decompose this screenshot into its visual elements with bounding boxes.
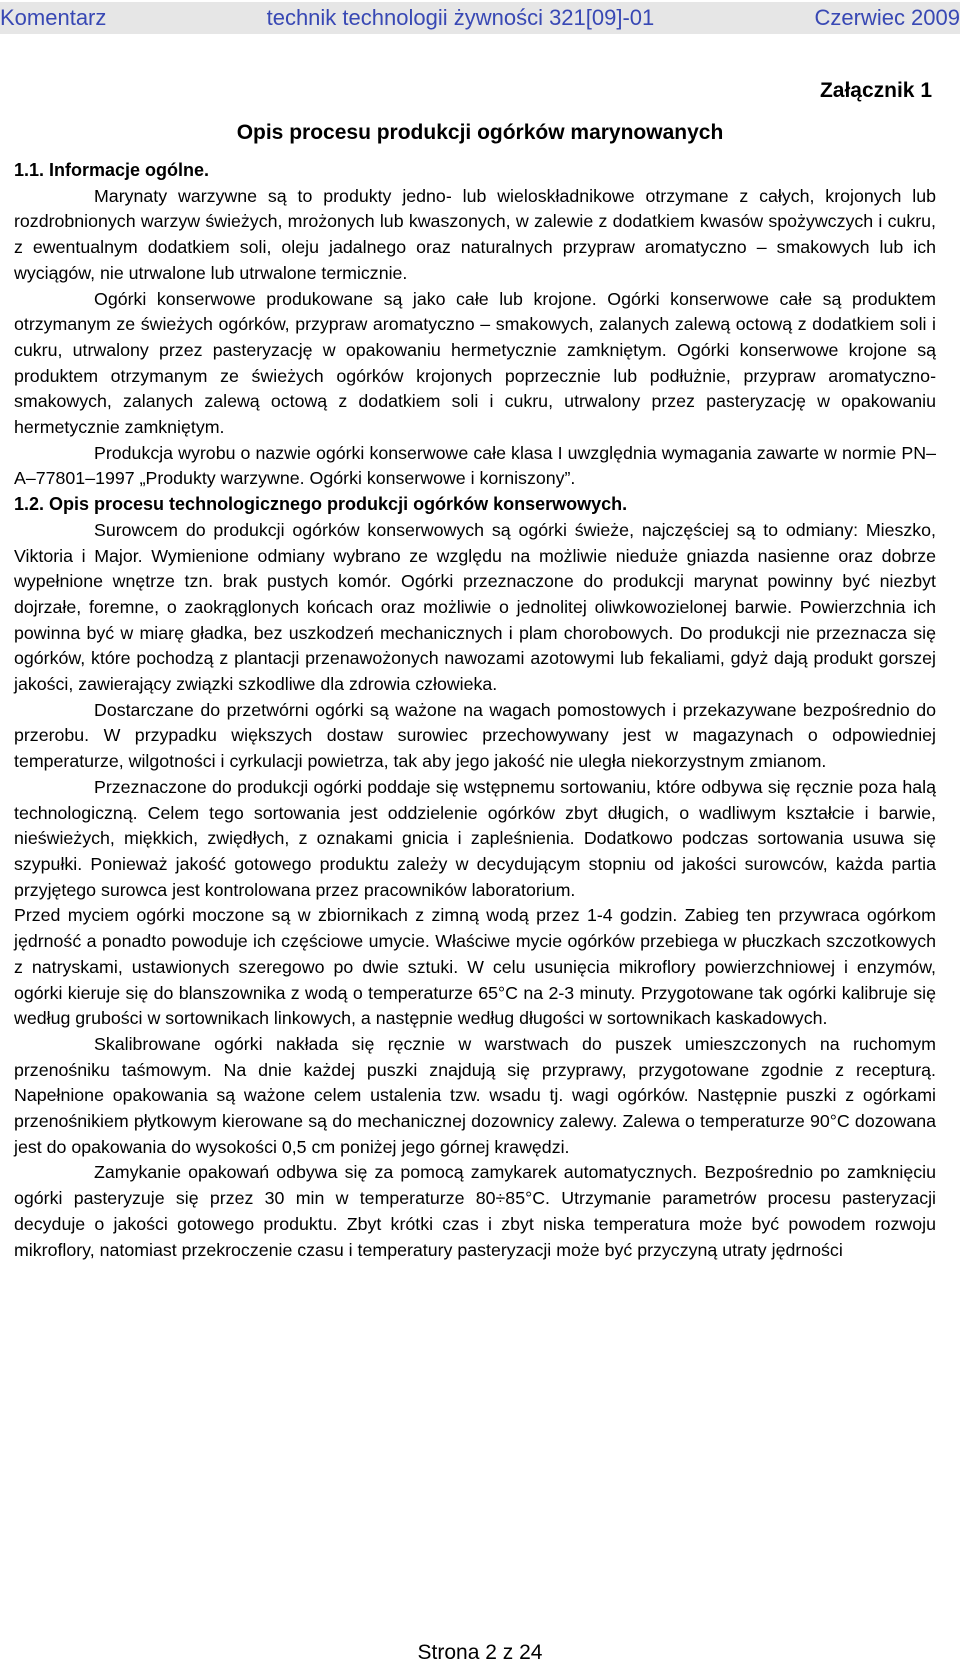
header-right: Czerwiec 2009 xyxy=(814,5,960,30)
paragraph: Przed myciem ogórki moczone są w zbiornikach z zimną wodą przez 1-4 godzin. Zabieg ten przywraca ogórkom jędrność a ponadto powoduje ich częściowe umycie. Właściwe mycie ogórków przebiega w płuczkach szczotkowych z natryskami, ustawionych szeregowo po dwie sztuki. W celu usunięcia mikroflory powierzchniowej i enzymów, ogórki kieruje się do blanszownika z wodą o temperaturze 65°C na 2-3 minuty. Przygotowane tak ogórki kalibruje się według grubości w sortownikach linkowych, a następnie według długości w sortownikach kaskadowych. xyxy=(14,905,936,1029)
section-heading-1-2: 1.2. Opis procesu technologicznego produkcji ogórków konserwowych. xyxy=(14,494,628,515)
page-number: Strona 2 z 24 xyxy=(417,1641,543,1664)
document-title: Opis procesu produkcji ogórków marynowanych xyxy=(236,121,724,144)
header-left: Komentarz xyxy=(0,5,107,30)
paragraph: Zamykanie opakowań odbywa się za pomocą zamykarek automatycznych. Bezpośrednio po zamknięciu ogórki pasteryzuje się przez 30 min w temperaturze 80÷85°C. Utrzymanie parametrów procesu pasteryzacji decyduje o jakości gotowego produktu. Zbyt krótki czas i zbyt niska temperatura może być powodem rozwoju mikroflory, natomiast przekroczenie czasu i temperatury pasteryzacji może być przyczyną utraty jędrności xyxy=(14,1162,936,1260)
paragraph: Ogórki konserwowe produkowane są jako całe lub krojone. Ogórki konserwowe całe są produktem otrzymanym ze świeżych ogórków, przypraw aromatyczno – smakowych, zalanych zalewą octową z dodatkiem soli i cukru, utrwalony przez pasteryzację w opakowaniu hermetycznie zamkniętym. Ogórki konserwowe krojone są produktem otrzymanym ze świeżych ogórków krojonych poprzecznie lub podłużnie, przypraw aromatyczno-smakowych, zalanych zalewą octową z dodatkiem soli i cukru, utrwalony przez pasteryzację w opakowaniu hermetycznie zamkniętym. xyxy=(14,288,936,438)
header-center: technik technologii żywności 321[09]-01 xyxy=(266,5,655,30)
annex-label: Załącznik 1 xyxy=(819,79,932,102)
document-body xyxy=(14,158,936,1263)
paragraph: Skalibrowane ogórki nakłada się ręcznie w warstwach do puszek umieszczonych na ruchomym przenośniku taśmowym. Na dnie każdej puszki znajdują się przyprawy, przygotowane zgodnie z recepturą. Napełnione opakowania są ważone celem ustalenia tzw. wsadu tj. wagi ogórków. Następnie puszki z ogórkami przenośnikiem płytkowym kierowane są do mechanicznej dozownicy zalewy. Zalewa o temperaturze 90°C dozowana jest do opakowania do wysokości 0,5 cm poniżej jego górnej krawędzi. xyxy=(14,1033,936,1157)
section-heading-1-1: 1.1. Informacje ogólne. xyxy=(14,160,210,180)
document-header xyxy=(0,2,960,34)
paragraph: Przeznaczone do produkcji ogórki poddaje się wstępnemu sortowaniu, które odbywa się ręcznie poza halą technologiczną. Celem tego sortowania jest oddzielenie ogórków zbyt długich, o wadliwym kształcie i barwie, nieświeżych, miękkich, zwiędłych, z oznakami gnicia i zapleśnienia. Dodatkowo podczas sortowania usuwa się szypułki. Ponieważ jakość gotowego produktu zależy w decydującym stopniu od jakości surowców, każda partia przyjętego surowca jest kontrolowana przez pracowników laboratorium. xyxy=(14,776,936,900)
paragraph: Marynaty warzywne są to produkty jedno- lub wieloskładnikowe otrzymane z całych, krojonych lub rozdrobnionych warzyw świeżych, mrożonych lub kwaszonych, w zalewie z dodatkiem kwasów spożywczych i cukru, z ewentualnym dodatkiem soli, oleju jadalnego oraz naturalnych przypraw aromatyczno – smakowych lub ich wyciągów, nie utrwalone lub utrwalone termicznie. xyxy=(14,185,936,283)
paragraph: Surowcem do produkcji ogórków konserwowych są ogórki świeże, najczęściej są to odmiany: Mieszko, Viktoria i Major. Wymienione odmiany wybrano ze względu na możliwie nieduże gniazda nasienne oraz dobrze wypełnione wnętrze tzn. brak pustych komór. Ogórki przeznaczone do produkcji marynat powinny być niezbyt dojrzałe, foremne, o zaokrąglonych końcach oraz możliwie o jednolitej oliwkowozielonej barwie. Powierzchnia ich powinna być w miarę gładka, bez uszkodzeń mechanicznych i plam chorobowych. Do produkcji nie przeznacza się ogórków, które pochodzą z plantacji przenawożonych nawozami azotowymi lub fekaliami, gdyż dają produkt gorszej jakości, zawierający związki szkodliwe dla zdrowia człowieka. xyxy=(14,519,936,695)
paragraph: Produkcja wyrobu o nazwie ogórki konserwowe całe klasa I uwzględnia wymagania zawarte w normie PN–A–77801–1997 „Produkty warzywne. Ogórki konserwowe i korniszony”. xyxy=(14,442,936,489)
paragraph: Dostarczane do przetwórni ogórki są ważone na wagach pomostowych i przekazywane bezpośrednio do przerobu. W przypadku większych dostaw surowiec przechowywany jest w magazynach o odpowiedniej temperaturze, wilgotności i cyrkulacji powietrza, tak aby jego jakość nie uległa niekorzystnym zmianom. xyxy=(14,699,936,772)
